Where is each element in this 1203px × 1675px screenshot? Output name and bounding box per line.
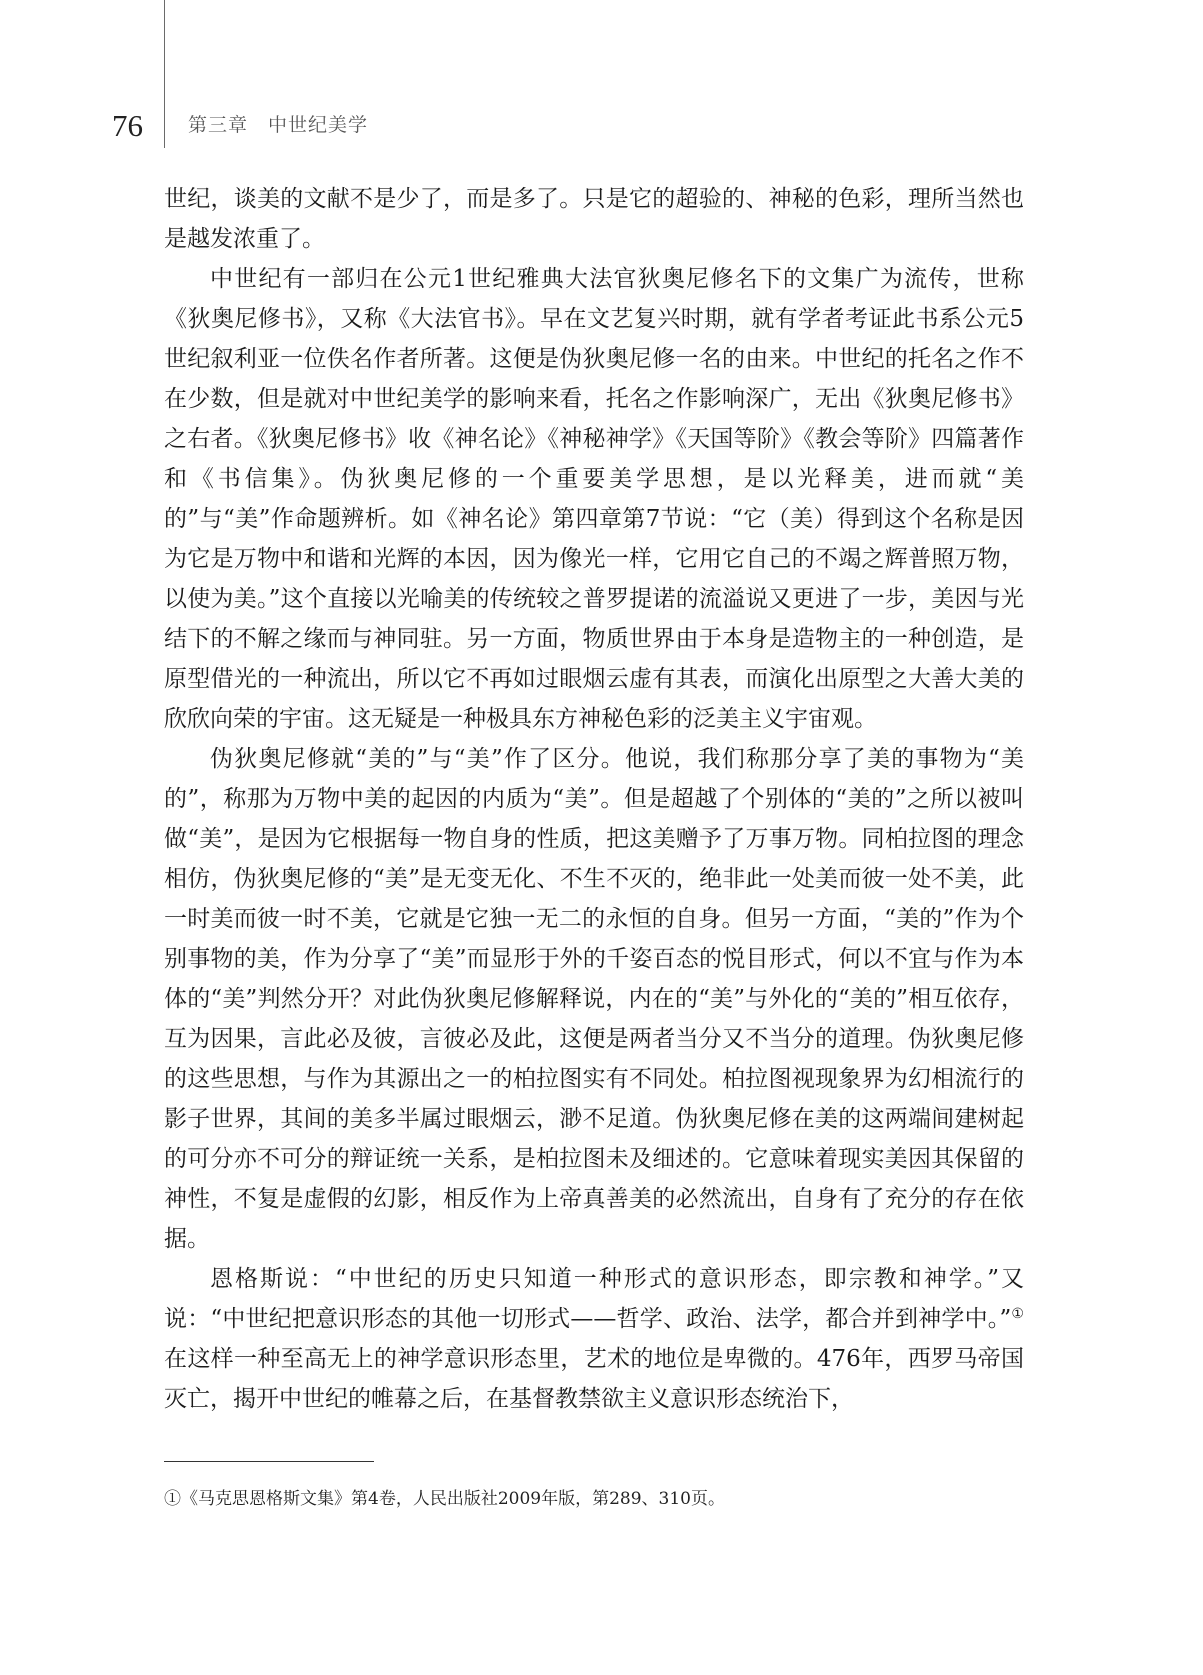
paragraph-3: 伪狄奥尼修就“美的”与“美”作了区分。他说，我们称那分享了美的事物为“美的”，称那为万物中美的起因的内质为“美”。但是超越了个别体的“美的”之所以被叫做“美”，是因为它根据每一物自身的性质，把这美赠予了万事万物。同柏拉图的理念相仿，伪狄奥尼修的“美”是无变无化、不生不灭的，绝非此一处美而彼一处不美，此一时美而彼一时不美，它就是它独一无二的永恒的自身。但另一方面，“美的”作为个别事物的美，作为分享了“美”而显形于外的千姿百态的悦目形式，何以不宜与作为本体的“美”判然分开？对此伪狄奥尼修解释说，内在的“美”与外化的“美的”相互依存，互为因果，言此必及彼，言彼必及此，这便是两者当分又不当分的道理。伪狄奥尼修的这些思想，与作为其源出之一的柏拉图实有不同处。柏拉图视现象界为幻相流行的影子世界，其间的美多半属过眼烟云，渺不足道。伪狄奥尼修在美的这两端间建树起的可分亦不可分的辩证统一关系，是柏拉图未及细述的。它意味着现实美因其保留的神性，不复是虚假的幻影，相反作为上帝真善美的必然流出，自身有了充分的存在依据。	[164, 746, 1024, 1252]
footnote: ①《马克思恩格斯文集》第4卷，人民出版社2009年版，第289、310页。	[164, 1489, 725, 1509]
page-number: 76	[112, 108, 143, 143]
footnote-rule	[164, 1461, 374, 1462]
body-text	[164, 179, 1024, 1419]
paragraph-4-part-1: 恩格斯说：“中世纪的历史只知道一种形式的意识形态，即宗教和神学。”又说：“中世纪把意识形态的其他一切形式——哲学、政治、法学，都合并到神学中。”	[164, 1266, 1024, 1332]
paragraph-2: 中世纪有一部归在公元1世纪雅典大法官狄奥尼修名下的文集广为流传，世称《狄奥尼修书》，又称《大法官书》。早在文艺复兴时期，就有学者考证此书系公元5世纪叙利亚一位佚名作者所著。这便是伪狄奥尼修一名的由来。中世纪的托名之作不在少数，但是就对中世纪美学的影响来看，托名之作影响深广，无出《狄奥尼修书》之右者。《狄奥尼修书》收《神名论》《神秘神学》《天国等阶》《教会等阶》四篇著作和《书信集》。伪狄奥尼修的一个重要美学思想，是以光释美，进而就“美的”与“美”作命题辨析。如《神名论》第四章第7节说：“它（美）得到这个名称是因为它是万物中和谐和光辉的本因，因为像光一样，它用它自己的不竭之辉普照万物，以使为美。”这个直接以光喻美的传统较之普罗提诺的流溢说又更进了一步，美因与光结下的不解之缘而与神同驻。另一方面，物质世界由于本身是造物主的一种创造，是原型借光的一种流出，所以它不再如过眼烟云虚有其表，而演化出原型之大善大美的欣欣向荣的宇宙。这无疑是一种极具东方神秘色彩的泛美主义宇宙观。	[164, 266, 1024, 732]
paragraph-4	[164, 1259, 1024, 1419]
running-head: 第三章 中世纪美学	[188, 114, 369, 136]
header-vertical-rule	[164, 0, 165, 148]
paragraph-1: 世纪，谈美的文献不是少了，而是多了。只是它的超验的、神秘的色彩，理所当然也是越发浓重了。	[164, 186, 1024, 252]
footnote-reference[interactable]: ①	[1011, 1306, 1024, 1322]
paragraph-4-part-2: 在这样一种至高无上的神学意识形态里，艺术的地位是卑微的。476年，西罗马帝国灭亡，揭开中世纪的帷幕之后，在基督教禁欲主义意识形态统治下，	[164, 1346, 1024, 1412]
